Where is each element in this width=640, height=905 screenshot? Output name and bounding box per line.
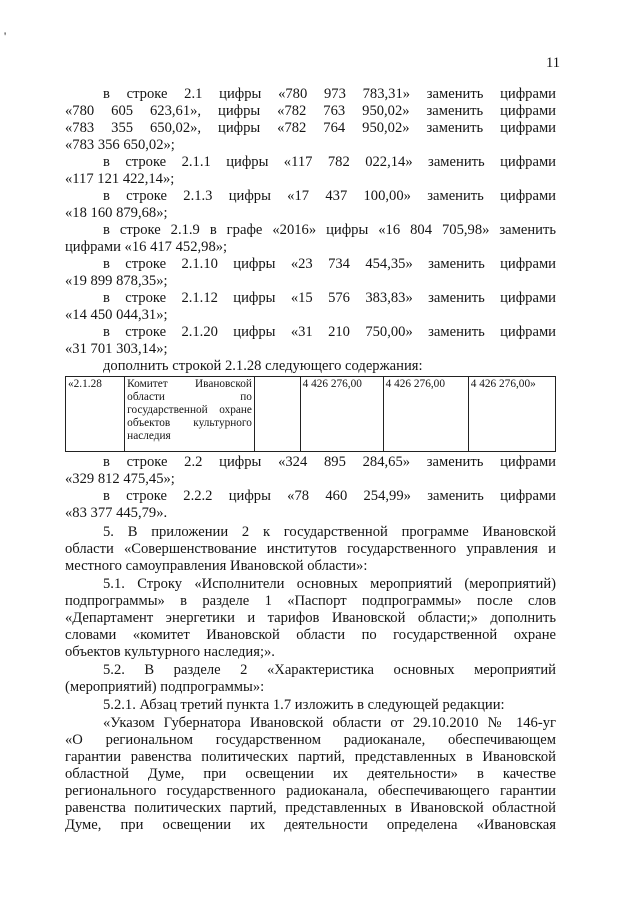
table-cell-value: 4 426 276,00 [300,377,383,452]
text-line: в строке 2.2 цифры «324 895 284,65» заменить цифрами [103,454,556,470]
text-line: области «Совершенствование институтов государственного управления и [65,541,556,557]
text-line: «117 121 422,14»; [65,171,175,187]
text-line: словами «комитет Ивановской области по государственной охране [65,627,556,643]
text-line: «783 356 650,02»; [65,137,175,153]
paragraph-item-5-1 [65,576,556,661]
text-line: «31 701 303,14»; [65,341,168,357]
paragraph-item-5-2 [65,662,556,696]
text-line: «783 355 650,02», цифры «782 764 950,02» заменить цифрами [65,120,556,136]
text-line: равенства политических партий, представленных в Ивановской областной [65,800,556,816]
paragraph-row-2-1-12 [65,290,556,324]
paragraph-row-2-2-2 [65,488,556,522]
text-line: «780 605 623,61», цифры «782 763 950,02» заменить цифрами [65,103,556,119]
page-number: 11 [546,55,560,71]
table-cell-value: 4 426 276,00» [468,377,555,452]
paragraph-row-2-1-9 [65,222,556,256]
paragraph-row-2-1-1 [65,154,556,188]
text-line: 5.1. Строку «Исполнители основных мероприятий (мероприятий) [103,576,556,592]
text-line: дополнить строкой 2.1.28 следующего содержания: [103,358,423,374]
text-line: 5.2. В разделе 2 «Характеристика основных мероприятий [103,662,556,678]
text-line: в строке 2.1 цифры «780 973 783,31» заменить цифрами [103,86,556,102]
text-line: Думе, при освещении их деятельности определена «Ивановская [65,817,556,833]
text-line: местного самоуправления Ивановской области»: [65,558,368,574]
text-line: «О региональном государственном радиоканале, обеспечивающем [65,732,556,748]
table-row [66,377,556,452]
text-line: подпрограммы» в разделе 1 «Паспорт подпрограммы» после слов [65,593,556,609]
text-line: в строке 2.1.10 цифры «23 734 454,35» заменить цифрами [103,256,556,272]
table-cell-code: «2.1.28 [66,377,125,452]
text-line: 5.2.1. Абзац третий пункта 1.7 изложить в следующей редакции: [103,697,505,713]
table-cell-value: 4 426 276,00 [383,377,468,452]
text-line: в строке 2.1.9 в графе «2016» цифры «16 804 705,98» заменить [103,222,556,238]
text-line: регионального государственного радиоканала, обеспечивающего гарантии [65,783,556,799]
text-line: (мероприятий) подпрограммы»: [65,679,265,695]
text-line: в строке 2.1.12 цифры «15 576 383,83» заменить цифрами [103,290,556,306]
paragraph-item-5 [65,524,556,575]
inserted-row-table [65,376,556,452]
text-line: «19 899 878,35»; [65,273,168,289]
text-line: «Департамент энергетики и тарифов Ивановской области;» дополнить [65,610,556,626]
text-line: в строке 2.1.20 цифры «31 210 750,00» заменить цифрами [103,324,556,340]
text-line: «329 812 475,45»; [65,471,175,487]
paragraph-row-2-1-10 [65,256,556,290]
table-cell-empty [254,377,300,452]
paragraph-row-2-2 [65,454,556,488]
text-line: в строке 2.1.3 цифры «17 437 100,00» заменить цифрами [103,188,556,204]
paragraph-row-2-1 [65,86,556,154]
paragraph-row-2-1-3 [65,188,556,222]
document-body [65,86,556,834]
table-cell-name: Комитет Ивановской области по государственной охране объектов культурного наследия [125,377,255,452]
text-line: цифрами «16 417 452,98»; [65,239,228,255]
text-line: в строке 2.2.2 цифры «78 460 254,99» заменить цифрами [103,488,556,504]
text-line: «Указом Губернатора Ивановской области от 29.10.2010 № 146-уг [103,715,556,731]
text-line: областной Думе, при освещении их деятельности» в качестве [65,766,556,782]
corner-mark: ' [4,29,7,43]
text-line: 5. В приложении 2 к государственной программе Ивановской [103,524,556,540]
paragraph-row-2-1-20 [65,324,556,358]
text-line: объектов культурного наследия;». [65,644,275,660]
text-line: в строке 2.1.1 цифры «117 782 022,14» заменить цифрами [103,154,556,170]
text-line: гарантии равенства политических партий, представленных в Ивановской [65,749,556,765]
text-line: «83 377 445,79». [65,505,168,521]
text-line: «14 450 044,31»; [65,307,168,323]
paragraph-quote [65,715,556,834]
text-line: «18 160 879,68»; [65,205,168,221]
